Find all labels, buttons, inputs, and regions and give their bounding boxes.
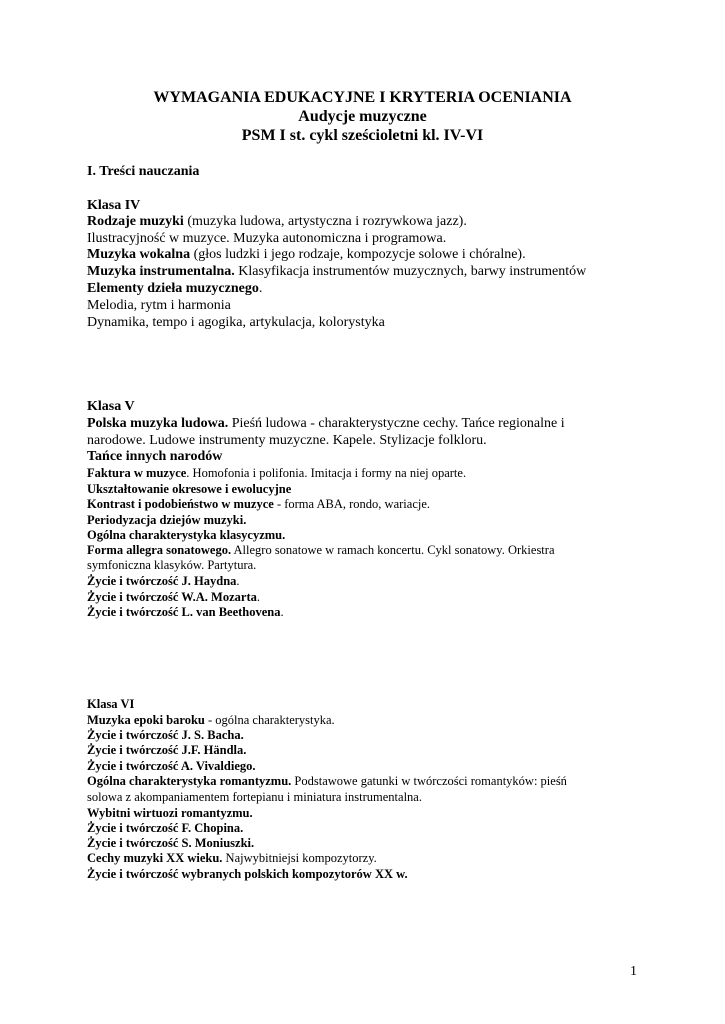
klasa4-line-1: Rodzaje muzyki (muzyka ludowa, artystyczna i rozrywkowa jazz). [87, 214, 467, 229]
document-program: PSM I st. cykl sześcioletni kl. IV-VI [241, 127, 484, 144]
klasa5-line-6: Kontrast i podobieństwo w muzyce - forma ABA, rondo, wariacje. [87, 497, 431, 511]
klasa4-line-5: Elementy dzieła muzycznego. [87, 281, 263, 296]
klasa6-line-3: Życie i twórczość J.F. Händla. [87, 743, 247, 757]
klasa5-line-10: symfoniczna klasyków. Partytura. [87, 558, 257, 572]
klasa4-line-4: Muzyka instrumentalna. Klasyfikacja instrumentów muzycznych, barwy instrumentów [87, 264, 587, 279]
klasa4-line-7: Dynamika, tempo i agogika, artykulacja, kolorystyka [87, 315, 385, 330]
klasa6-line-7: Wybitni wirtuozi romantyzmu. [87, 806, 253, 820]
klasa6-line-4: Życie i twórczość A. Vivaldiego. [87, 759, 256, 773]
klasa6-heading: Klasa VI [87, 697, 135, 711]
klasa5-heading: Klasa V [87, 399, 135, 414]
klasa5-line-1: Polska muzyka ludowa. Pieśń ludowa - charakterystyczne cechy. Tańce regionalne i [87, 416, 565, 431]
klasa6-line-8: Życie i twórczość F. Chopina. [87, 821, 244, 835]
klasa5-line-7: Periodyzacja dziejów muzyki. [87, 513, 247, 527]
klasa5-line-4: Faktura w muzyce. Homofonia i polifonia. Imitacja i formy na niej oparte. [87, 466, 467, 480]
klasa5-line-9: Forma allegra sonatowego. Allegro sonatowe w ramach koncertu. Cykl sonatowy. Orkiestra [87, 543, 555, 557]
klasa6-line-9: Życie i twórczość S. Moniuszki. [87, 836, 255, 850]
klasa5-line-2: narodowe. Ludowe instrumenty muzyczne. Kapele. Stylizacje folkloru. [87, 433, 487, 448]
klasa5-line-3: Tańce innych narodów [87, 449, 223, 464]
document-subtitle: Audycje muzyczne [298, 108, 427, 125]
klasa5-line-5: Ukształtowanie okresowe i ewolucyjne [87, 482, 292, 496]
klasa6-line-6: solowa z akompaniamentem fortepianu i miniatura instrumentalna. [87, 790, 422, 804]
klasa5-line-13: Życie i twórczość L. van Beethovena. [87, 605, 284, 619]
klasa6-line-10: Cechy muzyki XX wieku. Najwybitniejsi kompozytorzy. [87, 851, 377, 865]
klasa4-heading: Klasa IV [87, 198, 141, 213]
klasa4-line-6: Melodia, rytm i harmonia [87, 298, 231, 313]
klasa6-line-2: Życie i twórczość J. S. Bacha. [87, 728, 244, 742]
klasa5-line-12: Życie i twórczość W.A. Mozarta. [87, 590, 260, 604]
page-number: 1 [630, 964, 637, 979]
document-title: WYMAGANIA EDUKACYJNE I KRYTERIA OCENIANIA [153, 89, 572, 106]
klasa4-line-3: Muzyka wokalna (głos ludzki i jego rodzaje, kompozycje solowe i chóralne). [87, 247, 526, 262]
klasa5-line-8: Ogólna charakterystyka klasycyzmu. [87, 528, 286, 542]
klasa6-line-11: Życie i twórczość wybranych polskich kompozytorów XX w. [87, 867, 408, 881]
klasa5-line-11: Życie i twórczość J. Haydna. [87, 574, 240, 588]
klasa4-line-2: Ilustracyjność w muzyce. Muzyka autonomiczna i programowa. [87, 231, 447, 246]
klasa6-line-5: Ogólna charakterystyka romantyzmu. Podstawowe gatunki w twórczości romantyków: pieśń [87, 774, 567, 788]
section-heading: I. Treści nauczania [87, 164, 200, 179]
klasa6-line-1: Muzyka epoki baroku - ogólna charakterystyka. [87, 713, 335, 727]
